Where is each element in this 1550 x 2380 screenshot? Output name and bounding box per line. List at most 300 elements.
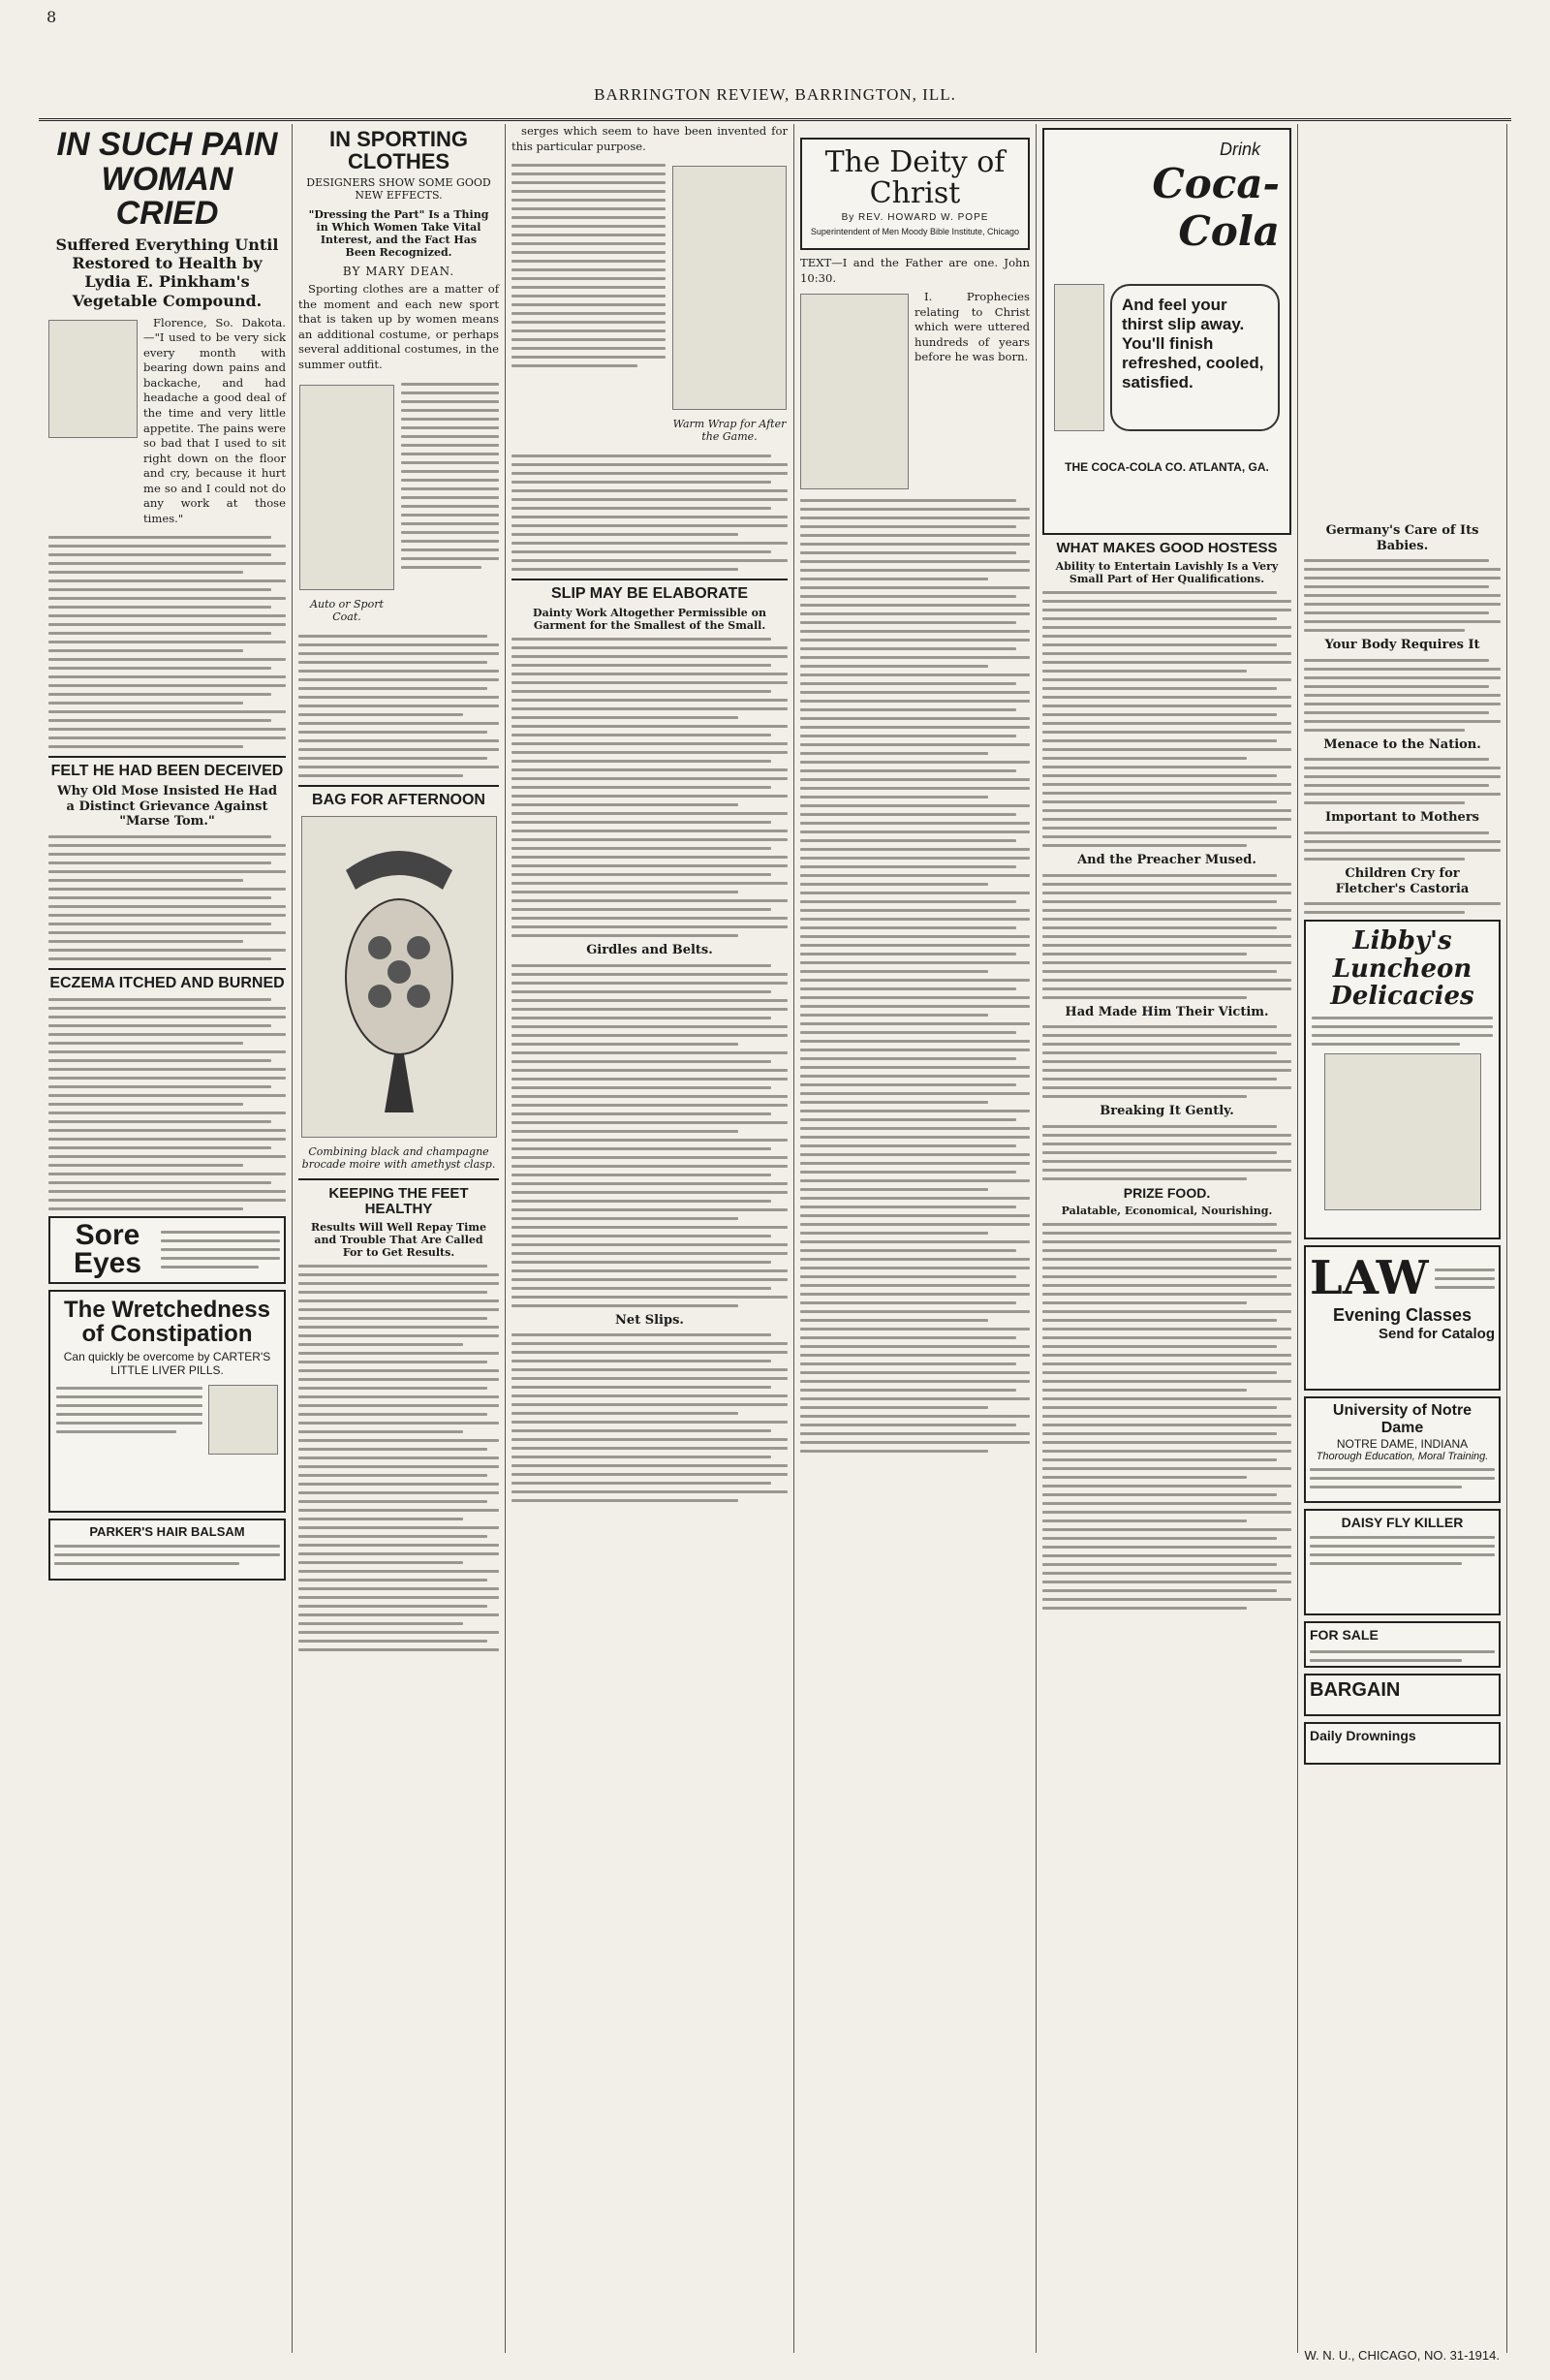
text-line-placeholder bbox=[512, 295, 666, 298]
text-line-placeholder bbox=[1312, 1043, 1460, 1046]
headline-deity-christ: The Deity of Christ bbox=[824, 145, 1006, 210]
text-line-placeholder bbox=[1042, 909, 1291, 912]
caption-sport-coat: Auto or Sport Coat. bbox=[310, 597, 384, 623]
text-line-placeholder bbox=[512, 472, 788, 475]
text-line-placeholder bbox=[512, 533, 738, 536]
bag-drawing bbox=[326, 831, 472, 1122]
text-line-placeholder bbox=[1304, 840, 1501, 843]
text-line-placeholder bbox=[1042, 1060, 1291, 1063]
text-line-placeholder bbox=[512, 550, 771, 553]
text-line-placeholder bbox=[401, 522, 499, 525]
text-line-placeholder bbox=[512, 321, 666, 324]
text-line-placeholder bbox=[1304, 801, 1465, 804]
text-line-placeholder bbox=[512, 268, 666, 271]
text-line-placeholder bbox=[298, 1334, 499, 1337]
text-line-placeholder bbox=[512, 1200, 771, 1203]
text-line-placeholder bbox=[48, 1033, 286, 1036]
text-line-placeholder bbox=[1042, 748, 1291, 751]
text-line-placeholder bbox=[800, 1005, 1030, 1008]
text-line-placeholder bbox=[512, 908, 771, 911]
text-line-placeholder bbox=[48, 853, 286, 856]
column-rule bbox=[298, 1178, 499, 1180]
text-line-placeholder bbox=[48, 923, 271, 925]
text-line-placeholder bbox=[1042, 1328, 1291, 1331]
text-line-placeholder bbox=[1310, 1536, 1495, 1539]
text-line-placeholder bbox=[800, 1144, 1016, 1147]
text-line-placeholder bbox=[512, 1429, 771, 1432]
text-line-placeholder bbox=[800, 551, 1016, 554]
text-line-placeholder bbox=[800, 944, 1030, 947]
text-line-placeholder bbox=[800, 987, 1016, 990]
masthead bbox=[39, 85, 1511, 121]
text-line-placeholder bbox=[512, 347, 666, 350]
text-line-placeholder bbox=[512, 277, 666, 280]
text-line-placeholder bbox=[512, 1351, 788, 1354]
text-line-placeholder bbox=[48, 1146, 271, 1149]
text-line-placeholder bbox=[800, 517, 1030, 519]
text-line-placeholder bbox=[1304, 611, 1489, 614]
text-line-placeholder bbox=[1042, 1177, 1247, 1180]
text-line-placeholder bbox=[1042, 935, 1291, 938]
text-line-placeholder bbox=[512, 190, 666, 193]
text-line-placeholder bbox=[48, 1103, 243, 1106]
warm-wrap-illustration bbox=[672, 166, 787, 410]
text-line-placeholder bbox=[401, 418, 499, 421]
text-line-placeholder bbox=[48, 553, 271, 556]
text-line-placeholder bbox=[1042, 1589, 1277, 1592]
text-line-placeholder bbox=[800, 830, 1030, 833]
text-line-placeholder bbox=[512, 1174, 771, 1176]
text-line-placeholder bbox=[401, 531, 499, 534]
text-line-placeholder bbox=[512, 1086, 771, 1089]
text-line-placeholder bbox=[800, 612, 1030, 615]
text-line-placeholder bbox=[48, 844, 286, 847]
text-line-placeholder bbox=[298, 1605, 487, 1608]
text-line-placeholder bbox=[1304, 585, 1489, 588]
ad-daisy-title: DAISY FLY KILLER bbox=[1341, 1515, 1464, 1531]
text-line-placeholder bbox=[1042, 1519, 1247, 1522]
text-line-placeholder bbox=[48, 1181, 271, 1184]
text-line-placeholder bbox=[512, 1156, 788, 1159]
text-line-placeholder bbox=[298, 1404, 499, 1407]
text-line-placeholder bbox=[1310, 1562, 1462, 1565]
text-line-placeholder bbox=[1304, 676, 1501, 679]
bottle-illustration bbox=[1054, 284, 1104, 431]
text-line-placeholder bbox=[512, 1368, 788, 1371]
text-line-placeholder bbox=[1042, 918, 1291, 921]
text-line-placeholder bbox=[1435, 1286, 1495, 1289]
text-line-placeholder bbox=[298, 1343, 463, 1346]
text-line-placeholder bbox=[1042, 600, 1291, 603]
text-line-placeholder bbox=[512, 734, 771, 736]
text-line-placeholder bbox=[54, 1545, 280, 1548]
text-line-placeholder bbox=[1042, 1598, 1291, 1601]
text-line-placeholder bbox=[800, 647, 1016, 650]
text-line-placeholder bbox=[800, 1223, 1030, 1226]
text-line-placeholder bbox=[800, 525, 1016, 528]
text-line-placeholder bbox=[1042, 643, 1277, 646]
text-line-placeholder bbox=[401, 540, 499, 543]
text-line-placeholder bbox=[1042, 1406, 1277, 1409]
text-line-placeholder bbox=[1042, 1485, 1291, 1488]
text-line-placeholder bbox=[800, 1397, 1030, 1400]
text-line-placeholder bbox=[512, 463, 788, 466]
text-line-placeholder bbox=[401, 496, 499, 499]
text-line-placeholder bbox=[48, 693, 271, 696]
text-line-placeholder bbox=[48, 571, 243, 574]
text-line-placeholder bbox=[1042, 792, 1291, 795]
text-line-placeholder bbox=[1042, 1528, 1291, 1531]
text-line-placeholder bbox=[512, 1130, 738, 1133]
text-line-placeholder bbox=[298, 1265, 487, 1268]
text-line-placeholder bbox=[401, 391, 499, 394]
text-line-placeholder bbox=[1042, 1450, 1291, 1453]
text-line-placeholder bbox=[298, 766, 499, 768]
text-line-placeholder bbox=[512, 498, 788, 501]
text-line-placeholder bbox=[1042, 766, 1291, 768]
text-line-placeholder bbox=[1310, 1650, 1495, 1653]
text-line-placeholder bbox=[48, 905, 286, 908]
text-line-placeholder bbox=[298, 722, 499, 725]
column-rule bbox=[298, 785, 499, 787]
text-line-placeholder bbox=[800, 586, 1030, 589]
text-line-placeholder bbox=[512, 1386, 771, 1389]
ad-libbys bbox=[1304, 920, 1501, 1239]
ad-for-sale-title: FOR SALE bbox=[1310, 1627, 1379, 1644]
subhead-dressing-part: "Dressing the Part" Is a Thing in Which Women Take Vital Interest, and the Fact Has Been Recognized. bbox=[308, 207, 489, 260]
text-line-placeholder bbox=[512, 1473, 788, 1476]
text-line-placeholder bbox=[512, 768, 788, 771]
text-line-placeholder bbox=[800, 1432, 1030, 1435]
text-line-placeholder bbox=[512, 655, 788, 658]
text-line-placeholder bbox=[1042, 1169, 1291, 1172]
text-line-placeholder bbox=[298, 1395, 499, 1398]
scripture-text: TEXT—I and the Father are one. John 10:30. bbox=[800, 256, 1030, 285]
text-line-placeholder bbox=[512, 242, 666, 245]
text-line-placeholder bbox=[800, 935, 1030, 938]
text-line-placeholder bbox=[512, 1377, 788, 1380]
text-line-placeholder bbox=[512, 364, 637, 367]
text-line-placeholder bbox=[161, 1239, 280, 1242]
text-line-placeholder bbox=[298, 1474, 487, 1477]
text-line-placeholder bbox=[1042, 961, 1291, 964]
fletcher-castoria: Children Cry for Fletcher's Castoria bbox=[1335, 865, 1470, 896]
text-line-placeholder bbox=[48, 728, 286, 731]
text-line-placeholder bbox=[298, 1483, 499, 1486]
text-line-placeholder bbox=[512, 1139, 788, 1142]
text-line-placeholder bbox=[512, 751, 788, 754]
text-line-placeholder bbox=[800, 1336, 1016, 1339]
text-line-placeholder bbox=[401, 444, 499, 447]
text-line-placeholder bbox=[512, 1147, 771, 1150]
text-line-placeholder bbox=[298, 635, 487, 638]
text-line-placeholder bbox=[1042, 1034, 1291, 1037]
text-line-placeholder bbox=[800, 839, 1016, 842]
text-line-placeholder bbox=[512, 251, 666, 254]
footer-wnu: W. N. U., CHICAGO, NO. 31-1914. bbox=[1304, 2348, 1500, 2363]
headline-feet-healthy: KEEPING THE FEET HEALTHY bbox=[328, 1185, 469, 1218]
text-line-placeholder bbox=[512, 917, 788, 920]
ad-constipation bbox=[48, 1290, 286, 1513]
text-line-placeholder bbox=[512, 568, 738, 571]
text-line-placeholder bbox=[298, 1291, 487, 1294]
text-line-placeholder bbox=[512, 1412, 738, 1415]
ad-for-sale bbox=[1304, 1621, 1501, 1668]
text-line-placeholder bbox=[298, 1317, 487, 1320]
text-line-placeholder bbox=[800, 595, 1016, 598]
text-line-placeholder bbox=[512, 225, 666, 228]
headline-felt-deceived: FELT HE HAD BEEN DECEIVED bbox=[50, 763, 284, 780]
text-line-placeholder bbox=[512, 1490, 788, 1493]
text-line-placeholder bbox=[800, 1380, 1030, 1383]
text-line-placeholder bbox=[1042, 1258, 1291, 1261]
text-line-placeholder bbox=[48, 1085, 271, 1088]
text-line-placeholder bbox=[48, 1094, 286, 1097]
masthead-title: BARRINGTON REVIEW, BARRINGTON, ILL. bbox=[594, 85, 956, 104]
text-line-placeholder bbox=[1304, 911, 1465, 914]
text-line-placeholder bbox=[1042, 1240, 1291, 1243]
text-line-placeholder bbox=[512, 690, 771, 693]
text-line-placeholder bbox=[800, 1345, 1030, 1348]
text-line-placeholder bbox=[401, 461, 499, 464]
text-line-placeholder bbox=[1042, 678, 1291, 681]
text-line-placeholder bbox=[56, 1404, 202, 1407]
text-line-placeholder bbox=[1042, 1043, 1291, 1046]
text-line-placeholder bbox=[800, 848, 1030, 851]
text-line-placeholder bbox=[512, 742, 788, 745]
ad-coca-cola-drink: Drink bbox=[1219, 140, 1260, 159]
text-line-placeholder bbox=[512, 1060, 771, 1063]
text-line-placeholder bbox=[512, 638, 771, 641]
byline-pope: By REV. HOWARD W. POPE bbox=[841, 212, 989, 223]
text-line-placeholder bbox=[512, 303, 666, 306]
column-4 bbox=[794, 124, 1037, 2353]
text-line-placeholder bbox=[1304, 620, 1501, 623]
text-line-placeholder bbox=[800, 1040, 1030, 1043]
text-line-placeholder bbox=[512, 716, 738, 719]
text-line-placeholder bbox=[401, 505, 499, 508]
text-line-placeholder bbox=[48, 861, 271, 864]
page-number: 8 bbox=[46, 8, 57, 26]
text-line-placeholder bbox=[401, 548, 499, 551]
text-line-placeholder bbox=[48, 940, 243, 943]
text-line-placeholder bbox=[800, 717, 1030, 720]
text-line-placeholder bbox=[1312, 1017, 1493, 1019]
text-line-placeholder bbox=[800, 673, 1030, 676]
subhead-body-requires: Your Body Requires It bbox=[1324, 638, 1480, 653]
text-line-placeholder bbox=[800, 918, 1030, 921]
text-line-placeholder bbox=[800, 543, 1030, 546]
text-line-placeholder bbox=[1042, 953, 1247, 955]
ad-nd-tag: Thorough Education, Moral Training. bbox=[1316, 1451, 1489, 1463]
ad-constipation-title: The Wretchedness of Constipation bbox=[64, 1296, 270, 1347]
text-line-placeholder bbox=[48, 835, 271, 838]
text-line-placeholder bbox=[1310, 1553, 1495, 1556]
text-line-placeholder bbox=[512, 847, 771, 850]
text-line-placeholder bbox=[298, 1596, 499, 1599]
caption-warm-wrap: Warm Wrap for After the Game. bbox=[672, 418, 787, 444]
text-line-placeholder bbox=[1304, 703, 1501, 705]
text-line-placeholder bbox=[298, 1369, 499, 1372]
text-line-placeholder bbox=[512, 646, 788, 649]
text-line-placeholder bbox=[48, 1007, 286, 1010]
text-line-placeholder bbox=[512, 882, 788, 885]
text-line-placeholder bbox=[800, 822, 1030, 825]
text-line-placeholder bbox=[512, 286, 666, 289]
text-line-placeholder bbox=[512, 786, 771, 789]
portrait-illustration bbox=[48, 320, 138, 438]
text-line-placeholder bbox=[512, 164, 666, 167]
text-line-placeholder bbox=[1304, 831, 1489, 834]
text-line-placeholder bbox=[512, 1333, 771, 1336]
text-line-placeholder bbox=[298, 1439, 499, 1442]
text-line-placeholder bbox=[800, 1240, 1030, 1243]
text-line-placeholder bbox=[298, 1570, 499, 1573]
text-line-placeholder bbox=[401, 566, 481, 569]
text-line-placeholder bbox=[1042, 617, 1277, 620]
text-line-placeholder bbox=[800, 996, 1030, 999]
ad-sore-eyes-title: Sore Eyes bbox=[73, 1219, 142, 1279]
text-line-placeholder bbox=[512, 234, 666, 236]
text-line-placeholder bbox=[1042, 1362, 1291, 1365]
text-line-placeholder bbox=[800, 1258, 1030, 1261]
text-line-placeholder bbox=[298, 1378, 499, 1381]
text-line-placeholder bbox=[512, 516, 788, 518]
text-line-placeholder bbox=[512, 1104, 788, 1107]
ad-nd-title: University of Notre Dame bbox=[1332, 1402, 1472, 1437]
byline-pope-title: Superintendent of Men Moody Bible Institute, Chicago bbox=[810, 227, 1020, 236]
text-line-placeholder bbox=[800, 639, 1030, 642]
text-line-placeholder bbox=[48, 1138, 286, 1141]
text-line-placeholder bbox=[1042, 739, 1277, 742]
text-line-placeholder bbox=[1042, 1476, 1247, 1479]
text-line-placeholder bbox=[1042, 635, 1291, 638]
text-line-placeholder bbox=[512, 1464, 788, 1467]
text-line-placeholder bbox=[512, 725, 788, 728]
text-line-placeholder bbox=[1304, 858, 1465, 861]
text-line-placeholder bbox=[56, 1387, 202, 1390]
text-line-placeholder bbox=[298, 643, 499, 646]
text-line-placeholder bbox=[1042, 1025, 1277, 1028]
ad-coca-cola-tagline: And feel your thirst slip away. You'll finish refreshed, cooled, satisfied. bbox=[1110, 284, 1280, 431]
text-line-placeholder bbox=[512, 1095, 788, 1098]
text-line-placeholder bbox=[48, 957, 271, 960]
text-line-placeholder bbox=[512, 982, 788, 985]
text-line-placeholder bbox=[48, 1024, 271, 1027]
text-line-placeholder bbox=[512, 999, 788, 1002]
text-line-placeholder bbox=[1042, 1078, 1277, 1080]
text-line-placeholder bbox=[298, 1465, 499, 1468]
headline-prize-food: PRIZE FOOD. bbox=[1123, 1184, 1211, 1201]
text-line-placeholder bbox=[512, 1447, 788, 1450]
text-line-placeholder bbox=[512, 1043, 738, 1046]
subhead-slip: Dainty Work Altogether Permissible on Garment for the Smallest of the Small. bbox=[533, 606, 766, 633]
ad-parker-title: PARKER'S HAIR BALSAM bbox=[89, 1523, 245, 1539]
text-line-placeholder bbox=[1042, 1432, 1277, 1435]
text-line-placeholder bbox=[48, 579, 286, 582]
text-line-placeholder bbox=[1042, 1293, 1291, 1296]
text-line-placeholder bbox=[512, 1456, 771, 1458]
text-line-placeholder bbox=[1042, 1554, 1291, 1557]
text-line-placeholder bbox=[298, 1361, 487, 1363]
text-line-placeholder bbox=[298, 774, 463, 777]
text-line-placeholder bbox=[800, 621, 1016, 624]
text-line-placeholder bbox=[48, 675, 286, 678]
text-line-placeholder bbox=[298, 1561, 463, 1564]
ad-libbys-title: Libby's Luncheon Delicacies bbox=[1330, 926, 1474, 1012]
text-line-placeholder bbox=[1042, 944, 1291, 947]
text-line-placeholder bbox=[1042, 1563, 1277, 1566]
ad-law-title: LAW bbox=[1310, 1251, 1429, 1306]
text-line-placeholder bbox=[298, 661, 487, 664]
text-line-placeholder bbox=[800, 1057, 1016, 1060]
text-line-placeholder bbox=[401, 514, 499, 517]
text-line-placeholder bbox=[298, 687, 487, 690]
text-line-placeholder bbox=[298, 1422, 499, 1425]
text-line-placeholder bbox=[512, 329, 666, 332]
text-line-placeholder bbox=[48, 1164, 243, 1167]
text-line-placeholder bbox=[298, 1640, 487, 1643]
text-line-placeholder bbox=[800, 665, 988, 668]
text-line-placeholder bbox=[512, 1296, 788, 1299]
text-line-placeholder bbox=[1042, 1336, 1291, 1339]
text-line-placeholder bbox=[48, 870, 286, 873]
text-line-placeholder bbox=[800, 804, 1030, 807]
ad-bargain bbox=[1304, 1674, 1501, 1716]
text-line-placeholder bbox=[298, 696, 499, 699]
text-line-placeholder bbox=[512, 891, 738, 893]
text-line-placeholder bbox=[1042, 713, 1277, 716]
subhead-menace: Menace to the Nation. bbox=[1323, 736, 1481, 752]
text-line-placeholder bbox=[1042, 874, 1277, 877]
subhead-net-slips: Net Slips. bbox=[615, 1312, 684, 1328]
headline-slip-elaborate: SLIP MAY BE ELABORATE bbox=[551, 585, 748, 603]
text-line-placeholder bbox=[800, 1171, 1016, 1174]
text-line-placeholder bbox=[48, 931, 286, 934]
text-line-placeholder bbox=[1304, 668, 1501, 671]
text-line-placeholder bbox=[1304, 694, 1501, 697]
text-line-placeholder bbox=[1042, 1345, 1277, 1348]
text-line-placeholder bbox=[800, 1328, 1030, 1331]
text-line-placeholder bbox=[1042, 1354, 1291, 1357]
text-line-placeholder bbox=[512, 1269, 788, 1272]
text-line-placeholder bbox=[48, 702, 243, 705]
text-line-placeholder bbox=[56, 1413, 202, 1416]
ad-notre-dame bbox=[1304, 1396, 1501, 1503]
text-line-placeholder bbox=[48, 1129, 286, 1132]
text-line-placeholder bbox=[1042, 1284, 1291, 1287]
text-line-placeholder bbox=[512, 1499, 738, 1502]
headline-in-such-pain: IN SUCH PAIN WOMAN CRIED bbox=[56, 126, 278, 233]
text-line-placeholder bbox=[800, 874, 1030, 877]
text-line-placeholder bbox=[48, 745, 243, 748]
text-line-placeholder bbox=[1042, 987, 1291, 990]
text-line-placeholder bbox=[1042, 1572, 1291, 1575]
text-line-placeholder bbox=[298, 1308, 499, 1311]
text-line-placeholder bbox=[512, 1243, 788, 1246]
text-line-placeholder bbox=[512, 925, 788, 928]
text-line-placeholder bbox=[1042, 996, 1247, 999]
text-line-placeholder bbox=[1042, 844, 1247, 847]
text-line-placeholder bbox=[800, 1275, 1016, 1278]
text-line-placeholder bbox=[48, 949, 286, 952]
text-line-placeholder bbox=[298, 713, 463, 716]
text-line-placeholder bbox=[800, 1293, 1030, 1296]
text-line-placeholder bbox=[298, 731, 487, 734]
text-line-placeholder bbox=[800, 735, 1016, 737]
text-line-placeholder bbox=[298, 1587, 499, 1590]
text-line-placeholder bbox=[54, 1562, 239, 1565]
